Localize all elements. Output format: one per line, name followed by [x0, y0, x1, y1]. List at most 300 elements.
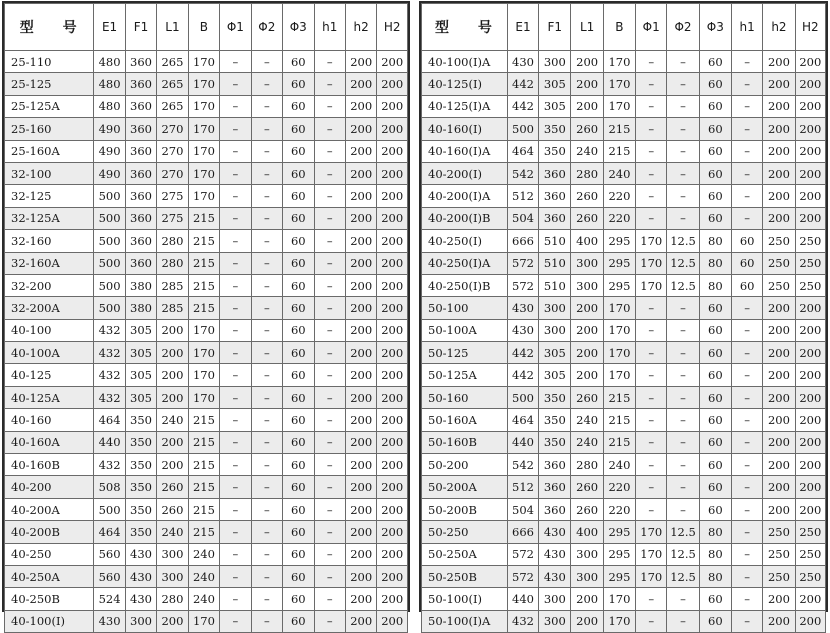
value-cell: 260: [571, 476, 603, 498]
value-cell: –: [667, 364, 699, 386]
value-cell: 250: [795, 274, 825, 296]
b-column-header: B: [603, 4, 635, 51]
value-cell: –: [732, 565, 763, 587]
value-cell: 500: [94, 207, 125, 229]
value-cell: 60: [699, 342, 731, 364]
value-cell: 200: [345, 252, 376, 274]
value-cell: 200: [377, 230, 408, 252]
value-cell: 380: [125, 274, 156, 296]
value-cell: –: [667, 476, 699, 498]
value-cell: 265: [157, 51, 188, 73]
h2-column-header: h2: [763, 4, 795, 51]
value-cell: 200: [377, 342, 408, 364]
value-cell: 200: [763, 207, 795, 229]
value-cell: 666: [507, 230, 538, 252]
value-cell: 240: [603, 454, 635, 476]
model-cell: 50-160: [422, 386, 508, 408]
value-cell: 250: [763, 543, 795, 565]
table-row: [422, 140, 826, 162]
value-cell: –: [667, 431, 699, 453]
e1-column-header: E1: [507, 4, 538, 51]
value-cell: 295: [603, 565, 635, 587]
value-cell: 265: [157, 95, 188, 117]
value-cell: 432: [94, 364, 125, 386]
value-cell: 215: [603, 386, 635, 408]
value-cell: 350: [125, 498, 156, 520]
value-cell: 350: [125, 476, 156, 498]
value-cell: 305: [125, 342, 156, 364]
value-cell: –: [251, 140, 282, 162]
e1-column-header: E1: [94, 4, 125, 51]
value-cell: 60: [699, 431, 731, 453]
value-cell: 200: [345, 342, 376, 364]
model-cell: 50-100(I)A: [422, 610, 508, 632]
value-cell: 275: [157, 207, 188, 229]
value-cell: 200: [345, 319, 376, 341]
value-cell: –: [732, 342, 763, 364]
value-cell: –: [314, 230, 345, 252]
value-cell: 360: [125, 95, 156, 117]
value-cell: 260: [157, 476, 188, 498]
model-cell: 50-100(I): [422, 588, 508, 610]
value-cell: –: [667, 454, 699, 476]
table-row: [5, 431, 408, 453]
value-cell: –: [636, 207, 667, 229]
value-cell: –: [667, 342, 699, 364]
value-cell: 200: [763, 162, 795, 184]
value-cell: –: [636, 364, 667, 386]
value-cell: 215: [188, 409, 219, 431]
value-cell: –: [667, 610, 699, 632]
value-cell: –: [220, 274, 251, 296]
value-cell: –: [636, 140, 667, 162]
value-cell: –: [251, 185, 282, 207]
left-dimension-table-panel: [2, 1, 410, 629]
value-cell: –: [220, 454, 251, 476]
value-cell: –: [732, 543, 763, 565]
value-cell: 200: [571, 73, 603, 95]
value-cell: –: [667, 498, 699, 520]
table-row: [422, 274, 826, 296]
value-cell: 430: [125, 588, 156, 610]
value-cell: 200: [795, 95, 825, 117]
model-cell: 40-160(I): [422, 118, 508, 140]
value-cell: –: [251, 252, 282, 274]
right-table-body: [422, 51, 826, 633]
table-row: [422, 386, 826, 408]
value-cell: 200: [571, 95, 603, 117]
value-cell: –: [636, 51, 667, 73]
value-cell: 200: [377, 51, 408, 73]
value-cell: 490: [94, 118, 125, 140]
table-row: [5, 140, 408, 162]
value-cell: 170: [636, 230, 667, 252]
value-cell: –: [732, 610, 763, 632]
value-cell: 200: [377, 118, 408, 140]
value-cell: 200: [345, 476, 376, 498]
value-cell: –: [667, 95, 699, 117]
value-cell: 215: [188, 274, 219, 296]
value-cell: –: [667, 162, 699, 184]
value-cell: –: [314, 185, 345, 207]
model-cell: 50-200: [422, 454, 508, 476]
value-cell: 200: [345, 364, 376, 386]
value-cell: 430: [125, 565, 156, 587]
value-cell: 80: [699, 521, 731, 543]
value-cell: –: [220, 610, 251, 632]
value-cell: 60: [283, 431, 314, 453]
value-cell: 200: [377, 73, 408, 95]
value-cell: –: [251, 319, 282, 341]
model-cell: 40-200A: [5, 498, 94, 520]
model-cell: 50-160A: [422, 409, 508, 431]
value-cell: 285: [157, 274, 188, 296]
H2-column-header: H2: [377, 4, 408, 51]
value-cell: –: [220, 431, 251, 453]
value-cell: 200: [377, 476, 408, 498]
value-cell: 200: [377, 274, 408, 296]
value-cell: 200: [763, 476, 795, 498]
value-cell: –: [220, 386, 251, 408]
value-cell: 430: [507, 51, 538, 73]
model-cell: 32-100: [5, 162, 94, 184]
right-dimension-table: [421, 3, 826, 633]
model-cell: 25-125: [5, 73, 94, 95]
value-cell: –: [636, 610, 667, 632]
value-cell: 170: [188, 185, 219, 207]
value-cell: –: [314, 140, 345, 162]
value-cell: –: [636, 73, 667, 95]
value-cell: –: [220, 73, 251, 95]
value-cell: 360: [539, 498, 571, 520]
value-cell: 270: [157, 162, 188, 184]
value-cell: –: [314, 162, 345, 184]
value-cell: 200: [345, 118, 376, 140]
value-cell: –: [314, 565, 345, 587]
value-cell: 430: [94, 610, 125, 632]
value-cell: 200: [795, 342, 825, 364]
value-cell: 200: [377, 140, 408, 162]
value-cell: –: [732, 588, 763, 610]
model-cell: 50-100: [422, 297, 508, 319]
value-cell: 200: [157, 431, 188, 453]
table-row: [5, 565, 408, 587]
value-cell: –: [314, 297, 345, 319]
value-cell: 500: [94, 230, 125, 252]
value-cell: –: [314, 521, 345, 543]
value-cell: –: [314, 610, 345, 632]
value-cell: 60: [283, 386, 314, 408]
table-row: [5, 297, 408, 319]
value-cell: 300: [571, 274, 603, 296]
value-cell: –: [220, 95, 251, 117]
model-cell: 25-160A: [5, 140, 94, 162]
value-cell: 170: [636, 274, 667, 296]
value-cell: 542: [507, 454, 538, 476]
table-row: [5, 386, 408, 408]
value-cell: 250: [763, 565, 795, 587]
value-cell: 200: [571, 588, 603, 610]
value-cell: 60: [283, 364, 314, 386]
value-cell: –: [220, 521, 251, 543]
model-cell: 50-250A: [422, 543, 508, 565]
value-cell: 12.5: [667, 252, 699, 274]
value-cell: 400: [571, 521, 603, 543]
value-cell: 200: [345, 565, 376, 587]
table-row: [5, 274, 408, 296]
value-cell: 200: [345, 409, 376, 431]
value-cell: 350: [125, 409, 156, 431]
value-cell: –: [636, 95, 667, 117]
value-cell: –: [251, 95, 282, 117]
value-cell: 360: [125, 51, 156, 73]
value-cell: 430: [539, 565, 571, 587]
value-cell: 200: [795, 588, 825, 610]
table-row: [422, 95, 826, 117]
table-row: [5, 342, 408, 364]
value-cell: –: [667, 185, 699, 207]
value-cell: 60: [699, 588, 731, 610]
table-row: [5, 588, 408, 610]
value-cell: –: [732, 386, 763, 408]
value-cell: 480: [94, 51, 125, 73]
value-cell: 60: [699, 162, 731, 184]
H2-column-header: H2: [795, 4, 825, 51]
value-cell: –: [636, 185, 667, 207]
value-cell: 170: [188, 95, 219, 117]
model-cell: 40-250(I)A: [422, 252, 508, 274]
value-cell: –: [636, 588, 667, 610]
value-cell: 200: [377, 319, 408, 341]
value-cell: 200: [763, 319, 795, 341]
value-cell: –: [314, 252, 345, 274]
value-cell: –: [314, 342, 345, 364]
value-cell: –: [667, 118, 699, 140]
value-cell: 60: [283, 51, 314, 73]
model-cell: 32-200: [5, 274, 94, 296]
value-cell: –: [732, 162, 763, 184]
value-cell: 60: [699, 610, 731, 632]
value-cell: 200: [795, 297, 825, 319]
value-cell: –: [220, 476, 251, 498]
table-row: [422, 118, 826, 140]
value-cell: –: [220, 140, 251, 162]
value-cell: 200: [345, 543, 376, 565]
model-cell: 40-160B: [5, 454, 94, 476]
value-cell: 200: [795, 431, 825, 453]
value-cell: 560: [94, 565, 125, 587]
value-cell: 295: [603, 543, 635, 565]
value-cell: 215: [188, 454, 219, 476]
model-cell: 40-160(I)A: [422, 140, 508, 162]
value-cell: 572: [507, 543, 538, 565]
value-cell: –: [251, 274, 282, 296]
value-cell: 200: [345, 610, 376, 632]
value-cell: 200: [763, 454, 795, 476]
value-cell: 215: [188, 207, 219, 229]
value-cell: 432: [94, 342, 125, 364]
value-cell: 300: [539, 588, 571, 610]
phi3-column-header: Φ3: [283, 4, 314, 51]
b-column-header: B: [188, 4, 219, 51]
model-cell: 50-100A: [422, 319, 508, 341]
h1-column-header: h1: [314, 4, 345, 51]
model-cell: 32-125A: [5, 207, 94, 229]
model-cell: 40-250(I): [422, 230, 508, 252]
value-cell: 200: [571, 51, 603, 73]
value-cell: 350: [539, 140, 571, 162]
value-cell: 508: [94, 476, 125, 498]
value-cell: 200: [763, 185, 795, 207]
value-cell: 200: [795, 207, 825, 229]
value-cell: –: [251, 409, 282, 431]
value-cell: 60: [283, 162, 314, 184]
value-cell: 200: [377, 588, 408, 610]
table-row: [5, 476, 408, 498]
value-cell: 170: [188, 319, 219, 341]
table-row: [422, 51, 826, 73]
value-cell: 215: [603, 409, 635, 431]
value-cell: 200: [157, 342, 188, 364]
value-cell: 666: [507, 521, 538, 543]
phi2-column-header: Φ2: [667, 4, 699, 51]
value-cell: 360: [125, 162, 156, 184]
value-cell: 215: [188, 230, 219, 252]
value-cell: 200: [795, 51, 825, 73]
value-cell: 240: [571, 409, 603, 431]
value-cell: –: [251, 543, 282, 565]
value-cell: 220: [603, 185, 635, 207]
value-cell: –: [314, 364, 345, 386]
value-cell: 12.5: [667, 565, 699, 587]
value-cell: 295: [603, 252, 635, 274]
value-cell: 524: [94, 588, 125, 610]
value-cell: 200: [763, 386, 795, 408]
value-cell: –: [667, 51, 699, 73]
value-cell: 250: [795, 230, 825, 252]
value-cell: 305: [539, 95, 571, 117]
value-cell: 170: [188, 162, 219, 184]
table-row: [5, 252, 408, 274]
value-cell: 60: [699, 319, 731, 341]
value-cell: –: [636, 476, 667, 498]
model-cell: 50-200A: [422, 476, 508, 498]
value-cell: 280: [157, 588, 188, 610]
value-cell: 360: [125, 185, 156, 207]
value-cell: 430: [539, 543, 571, 565]
value-cell: 200: [157, 610, 188, 632]
table-row: [5, 51, 408, 73]
value-cell: 430: [507, 297, 538, 319]
value-cell: 220: [603, 498, 635, 520]
value-cell: –: [220, 185, 251, 207]
value-cell: 60: [699, 140, 731, 162]
value-cell: 250: [795, 252, 825, 274]
model-cell: 40-125(I): [422, 73, 508, 95]
value-cell: 350: [539, 118, 571, 140]
value-cell: 490: [94, 162, 125, 184]
value-cell: –: [636, 498, 667, 520]
model-cell: 50-250B: [422, 565, 508, 587]
value-cell: 60: [699, 386, 731, 408]
value-cell: 430: [539, 521, 571, 543]
value-cell: 360: [539, 207, 571, 229]
value-cell: 260: [157, 498, 188, 520]
h2-column-header: h2: [345, 4, 376, 51]
value-cell: –: [732, 185, 763, 207]
model-cell: 40-250(I)B: [422, 274, 508, 296]
value-cell: –: [220, 364, 251, 386]
value-cell: –: [251, 588, 282, 610]
value-cell: 170: [603, 95, 635, 117]
value-cell: –: [667, 588, 699, 610]
value-cell: 220: [603, 207, 635, 229]
value-cell: 512: [507, 185, 538, 207]
value-cell: 60: [699, 118, 731, 140]
phi2-column-header: Φ2: [251, 4, 282, 51]
model-cell: 40-160A: [5, 431, 94, 453]
value-cell: –: [667, 409, 699, 431]
value-cell: 80: [699, 252, 731, 274]
value-cell: 200: [345, 207, 376, 229]
value-cell: 60: [732, 230, 763, 252]
table-row: [422, 588, 826, 610]
value-cell: 60: [283, 565, 314, 587]
model-cell: 40-250A: [5, 565, 94, 587]
value-cell: 60: [283, 73, 314, 95]
table-row: [5, 95, 408, 117]
model-column-header: 型 号: [422, 4, 508, 51]
value-cell: 60: [283, 140, 314, 162]
model-cell: 40-250B: [5, 588, 94, 610]
model-cell: 40-250: [5, 543, 94, 565]
table-row: [422, 521, 826, 543]
value-cell: 500: [507, 386, 538, 408]
value-cell: 240: [157, 409, 188, 431]
value-cell: –: [251, 51, 282, 73]
value-cell: 295: [603, 274, 635, 296]
value-cell: 250: [795, 543, 825, 565]
value-cell: 60: [699, 73, 731, 95]
l1-column-header: L1: [157, 4, 188, 51]
value-cell: 350: [539, 431, 571, 453]
value-cell: 260: [571, 118, 603, 140]
value-cell: 60: [283, 297, 314, 319]
value-cell: –: [314, 73, 345, 95]
value-cell: 170: [603, 610, 635, 632]
value-cell: 60: [283, 476, 314, 498]
value-cell: 200: [763, 431, 795, 453]
table-row: [5, 162, 408, 184]
value-cell: 200: [763, 498, 795, 520]
value-cell: 280: [571, 162, 603, 184]
value-cell: 200: [345, 274, 376, 296]
value-cell: 200: [377, 498, 408, 520]
value-cell: 200: [377, 162, 408, 184]
value-cell: –: [732, 73, 763, 95]
value-cell: –: [314, 118, 345, 140]
value-cell: 200: [377, 252, 408, 274]
value-cell: 200: [763, 610, 795, 632]
value-cell: –: [732, 454, 763, 476]
value-cell: 512: [507, 476, 538, 498]
table-row: [422, 297, 826, 319]
model-cell: 40-200(I)A: [422, 185, 508, 207]
value-cell: 270: [157, 118, 188, 140]
value-cell: 360: [539, 476, 571, 498]
value-cell: 200: [345, 431, 376, 453]
value-cell: –: [220, 230, 251, 252]
